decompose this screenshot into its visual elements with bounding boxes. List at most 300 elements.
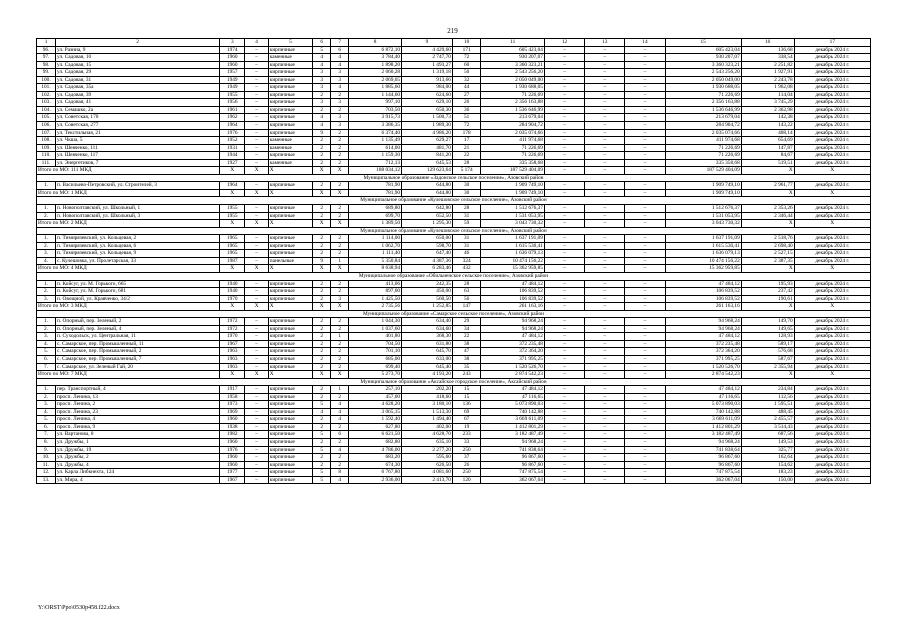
municipality-section-row: [37, 227, 871, 235]
table-cell: кирпичные: [268, 318, 312, 326]
table-cell: декабрь 2024 г.: [794, 144, 870, 152]
table-cell: –: [245, 438, 268, 446]
table-cell: –: [585, 431, 625, 439]
table-cell: декабрь 2024 г.: [794, 61, 870, 69]
table-cell: 72: [452, 122, 481, 130]
total-row: [37, 220, 871, 228]
table-cell: 3 745,29: [741, 99, 794, 107]
table-cell: п. Опорный, пер. Зеленый, 2: [56, 318, 220, 326]
table-cell: –: [245, 280, 268, 288]
table-cell: 4: [313, 61, 331, 69]
table-cell: –: [625, 61, 665, 69]
table-cell: 94 968,24: [665, 318, 741, 326]
table-cell: 644,80: [402, 189, 453, 197]
table-cell: 2: [331, 182, 349, 190]
table-cell: 37: [452, 454, 481, 462]
table-cell: X: [313, 167, 331, 175]
table-cell: 96 867,60: [665, 461, 741, 469]
table-row: [37, 295, 871, 303]
table-cell: 5: [313, 46, 331, 54]
table-row: [37, 386, 871, 394]
table-cell: 740 142,88: [665, 408, 741, 416]
table-cell: ул. Дружбы, 4: [56, 461, 220, 469]
table-row: [37, 144, 871, 152]
table-cell: 2: [313, 416, 331, 424]
table-cell: 32: [452, 76, 481, 84]
table-cell: 335 358,68: [665, 159, 741, 167]
table-cell: 2: [313, 159, 331, 167]
table-cell: 2: [331, 250, 349, 258]
table-cell: X: [245, 220, 268, 228]
table-cell: –: [625, 318, 665, 326]
table-cell: –: [544, 84, 584, 92]
table-cell: 1.: [37, 318, 56, 326]
table-cell: кирпичные: [268, 250, 312, 258]
table-cell: 4: [313, 114, 331, 122]
table-cell: 26: [452, 99, 481, 107]
table-cell: кирпичные: [268, 476, 312, 484]
table-row: [37, 348, 871, 356]
table-cell: 2 362,98: [741, 106, 794, 114]
table-cell: 1970: [220, 295, 245, 303]
municipality-title: Муниципальное образование «Кулешовское сельское поселение», Азовский район: [37, 227, 871, 235]
table-cell: 2 356 163,88: [665, 99, 741, 107]
table-cell: 1960: [220, 438, 245, 446]
table-cell: –: [544, 408, 584, 416]
table-cell: 187 529 404,09: [481, 167, 545, 175]
table-cell: 2 543 256,20: [665, 69, 741, 77]
table-cell: ул. Садовая, 15: [56, 61, 220, 69]
table-cell: 47 484,12: [665, 386, 741, 394]
table-cell: 6.: [37, 355, 56, 363]
table-cell: 598,70: [402, 242, 453, 250]
table-cell: –: [585, 106, 625, 114]
table-cell: 100.: [37, 76, 56, 84]
table-cell: –: [585, 152, 625, 160]
table-cell: –: [585, 129, 625, 137]
table-cell: 2 050 049,00: [481, 76, 545, 84]
table-cell: 4: [313, 54, 331, 62]
table-cell: 105.: [37, 114, 56, 122]
table-cell: 1944: [220, 152, 245, 160]
table-cell: декабрь 2024 г.: [794, 257, 870, 265]
table-cell: 635,10: [402, 438, 453, 446]
table-cell: кирпичные: [268, 401, 312, 409]
table-cell: –: [625, 76, 665, 84]
table-cell: 2.: [37, 212, 56, 220]
table-cell: –: [625, 144, 665, 152]
table-row: [37, 152, 871, 160]
table-cell: 2: [313, 423, 331, 431]
table-row: [37, 242, 871, 250]
table-cell: –: [585, 280, 625, 288]
table-cell: п. Овощной, ул. Кравченко, 34/2: [56, 295, 220, 303]
table-cell: 7.: [37, 363, 56, 371]
table-cell: –: [544, 129, 584, 137]
table-cell: X: [220, 189, 245, 197]
table-cell: –: [544, 280, 584, 288]
table-cell: –: [544, 371, 584, 379]
table-cell: 1 637 191,09: [665, 235, 741, 243]
table-cell: 650,00: [402, 235, 453, 243]
table-cell: 644,80: [402, 182, 453, 190]
table-cell: X: [220, 167, 245, 175]
table-cell: –: [585, 54, 625, 62]
table-cell: 143,22: [741, 122, 794, 130]
table-cell: 38: [452, 355, 481, 363]
table-cell: –: [585, 446, 625, 454]
table-cell: 102.: [37, 91, 56, 99]
table-cell: 1967: [220, 340, 245, 348]
table-cell: 2: [331, 355, 349, 363]
table-cell: 257,10: [349, 386, 402, 394]
table-cell: 2 455,57: [741, 416, 794, 424]
table-cell: –: [625, 295, 665, 303]
total-row: [37, 189, 871, 197]
table-cell: 2: [331, 159, 349, 167]
table-cell: 2: [313, 106, 331, 114]
table-cell: 9: [313, 129, 331, 137]
table-cell: 1 159,30: [349, 152, 402, 160]
table-cell: –: [625, 69, 665, 77]
table-row: [37, 114, 871, 122]
table-cell: 1 909 749,10: [665, 182, 741, 190]
table-cell: 106 839,52: [665, 288, 741, 296]
table-cell: 1 962,08: [741, 84, 794, 92]
table-cell: 69: [452, 408, 481, 416]
table-cell: X: [268, 303, 312, 311]
table-cell: –: [245, 363, 268, 371]
table-cell: п. Новополтавский, ул. Школьный, 1: [56, 205, 220, 213]
table-cell: 519,51: [741, 159, 794, 167]
table-cell: декабрь 2024 г.: [794, 431, 870, 439]
table-cell: –: [625, 446, 665, 454]
table-cell: –: [544, 423, 584, 431]
table-cell: 2: [313, 461, 331, 469]
table-cell: 136,68: [741, 46, 794, 54]
table-cell: 30: [452, 182, 481, 190]
table-cell: ул. Карла Либкнехта, 124: [56, 469, 220, 477]
table-cell: декабрь 2024 г.: [794, 348, 870, 356]
table-cell: –: [544, 416, 584, 424]
table-cell: 1965: [220, 250, 245, 258]
table-cell: 2 251,82: [741, 61, 794, 69]
table-cell: –: [544, 340, 584, 348]
table-cell: X: [220, 265, 245, 273]
table-cell: 1.: [37, 280, 56, 288]
table-cell: 2: [331, 205, 349, 213]
table-cell: 4 628,20: [349, 401, 402, 409]
table-row: [37, 91, 871, 99]
table-cell: пер. Транспортный, 4: [56, 386, 220, 394]
table-cell: 1 531 053,95: [665, 212, 741, 220]
table-cell: 1965: [220, 235, 245, 243]
table-row: [37, 438, 871, 446]
table-cell: –: [625, 84, 665, 92]
table-cell: 3: [331, 122, 349, 130]
table-cell: 631,80: [402, 340, 453, 348]
table-cell: п. Койсуг, ул. М. Горького, 665: [56, 280, 220, 288]
table-cell: 913,66: [402, 76, 453, 84]
municipality-title: Муниципальное образование «Обильненское сельское поселение», Азовский район: [37, 272, 871, 280]
table-row: [37, 461, 871, 469]
table-cell: –: [544, 363, 584, 371]
table-cell: 6: [331, 431, 349, 439]
table-cell: 213 679,04: [665, 114, 741, 122]
table-cell: X: [245, 189, 268, 197]
table-cell: кирпичные: [268, 205, 312, 213]
table-cell: 2: [331, 129, 349, 137]
table-cell: 5.: [37, 348, 56, 356]
table-cell: –: [544, 205, 584, 213]
table-cell: 3.: [37, 250, 56, 258]
table-cell: 11.: [37, 461, 56, 469]
table-cell: X: [313, 371, 331, 379]
table-cell: X: [313, 265, 331, 273]
table-cell: 650,30: [402, 106, 453, 114]
table-cell: –: [585, 189, 625, 197]
table-cell: 1 114,00: [349, 235, 402, 243]
table-cell: X: [331, 303, 349, 311]
table-cell: –: [625, 348, 665, 356]
table-cell: 1 493,27: [402, 61, 453, 69]
table-cell: 3 180,10: [402, 401, 453, 409]
table-cell: 841,20: [402, 152, 453, 160]
table-cell: 31: [452, 212, 481, 220]
table-cell: 71 226,69: [481, 144, 545, 152]
table-cell: –: [245, 69, 268, 77]
table-cell: 560,50: [402, 295, 453, 303]
column-number-cell: 11: [481, 39, 545, 47]
table-cell: –: [544, 288, 584, 296]
column-number-cell: 4: [245, 39, 268, 47]
municipality-title: Муниципальное образование «Аксайское городское поселение», Аксайский район: [37, 378, 871, 386]
table-row: [37, 182, 871, 190]
table-cell: 325,77: [741, 446, 794, 454]
table-cell: 1 930 688,05: [665, 84, 741, 92]
table-cell: –: [544, 446, 584, 454]
table-cell: 1: [331, 257, 349, 265]
table-cell: –: [585, 137, 625, 145]
table-cell: 781,90: [349, 182, 402, 190]
table-cell: –: [544, 137, 584, 145]
table-cell: –: [625, 205, 665, 213]
table-cell: X: [313, 220, 331, 228]
table-cell: 1 930 688,05: [481, 84, 545, 92]
table-cell: –: [544, 257, 584, 265]
table-cell: –: [585, 61, 625, 69]
table-cell: –: [625, 408, 665, 416]
table-cell: –: [585, 355, 625, 363]
table-cell: 94 968,24: [481, 325, 545, 333]
table-cell: кирпичные: [268, 106, 312, 114]
table-cell: с. Самарское, пер. Промышленный, 11: [56, 340, 220, 348]
table-cell: декабрь 2024 г.: [794, 182, 870, 190]
table-cell: 13.: [37, 476, 56, 484]
table-cell: –: [245, 408, 268, 416]
table-row: [37, 257, 871, 265]
table-cell: 47 484,12: [665, 280, 741, 288]
table-cell: 4: [331, 408, 349, 416]
table-cell: –: [625, 235, 665, 243]
table-cell: –: [544, 325, 584, 333]
table-cell: –: [245, 152, 268, 160]
table-cell: –: [245, 61, 268, 69]
table-row: [37, 363, 871, 371]
table-cell: 110.: [37, 152, 56, 160]
table-cell: 1970: [220, 333, 245, 341]
table-cell: 1 111,40: [349, 250, 402, 258]
table-cell: –: [625, 438, 665, 446]
table-cell: –: [544, 144, 584, 152]
register-table: [36, 38, 871, 484]
table-row: [37, 423, 871, 431]
table-cell: 19: [452, 423, 481, 431]
table-cell: 2 356 163,88: [481, 99, 545, 107]
table-cell: –: [585, 295, 625, 303]
table-cell: 930 207,07: [665, 54, 741, 62]
table-cell: 1972: [220, 325, 245, 333]
table-cell: 38: [452, 340, 481, 348]
table-cell: кирпичные: [268, 288, 312, 296]
table-cell: 2 243,78: [741, 76, 794, 84]
table-cell: 1 513,30: [402, 408, 453, 416]
table-cell: 47 484,12: [481, 280, 545, 288]
table-cell: декабрь 2024 г.: [794, 386, 870, 394]
table-cell: –: [625, 250, 665, 258]
table-cell: 5: [313, 401, 331, 409]
table-cell: 2: [313, 295, 331, 303]
table-cell: –: [585, 438, 625, 446]
table-cell: 2: [313, 205, 331, 213]
table-cell: 481,70: [402, 144, 453, 152]
table-cell: –: [625, 371, 665, 379]
table-cell: 4: [313, 122, 331, 130]
table-cell: –: [544, 106, 584, 114]
table-cell: 642,80: [402, 205, 453, 213]
table-cell: –: [245, 99, 268, 107]
table-cell: 136: [452, 401, 481, 409]
table-cell: 1.: [37, 205, 56, 213]
table-cell: –: [245, 205, 268, 213]
table-cell: 35: [452, 363, 481, 371]
table-cell: 457,00: [349, 393, 402, 401]
table-cell: кирпичные: [268, 423, 312, 431]
table-cell: 5 073 890,03: [665, 401, 741, 409]
table-cell: –: [625, 265, 665, 273]
table-cell: 488,45: [741, 408, 794, 416]
table-cell: декабрь 2024 г.: [794, 235, 870, 243]
table-cell: 589,17: [741, 340, 794, 348]
table-cell: 2 874 542,23: [481, 371, 545, 379]
table-cell: 704,50: [349, 340, 402, 348]
table-cell: 2: [331, 318, 349, 326]
table-cell: 47 484,12: [665, 333, 741, 341]
table-cell: X: [331, 189, 349, 197]
table-cell: декабрь 2024 г.: [794, 54, 870, 62]
table-cell: ул. Вартанова, 8: [56, 431, 220, 439]
table-cell: 187 529 404,09: [665, 167, 741, 175]
table-cell: –: [245, 446, 268, 454]
table-cell: 740 142,88: [481, 408, 545, 416]
table-cell: 626,50: [402, 461, 453, 469]
table-cell: –: [585, 423, 625, 431]
table-cell: –: [245, 129, 268, 137]
table-cell: декабрь 2024 г.: [794, 454, 870, 462]
table-cell: 5 273,70: [349, 371, 402, 379]
table-cell: 1965: [220, 242, 245, 250]
table-cell: 242,35: [402, 280, 453, 288]
table-cell: 2: [331, 212, 349, 220]
table-cell: 633,00: [402, 355, 453, 363]
table-cell: 71 226,69: [481, 152, 545, 160]
table-cell: с. Самарское, ул. Зеленый Гай, 20: [56, 363, 220, 371]
table-cell: –: [245, 461, 268, 469]
table-cell: X: [313, 189, 331, 197]
table-cell: –: [544, 265, 584, 273]
table-cell: –: [544, 152, 584, 160]
table-cell: –: [585, 46, 625, 54]
table-cell: 1969: [220, 408, 245, 416]
table-cell: 781,90: [349, 189, 402, 197]
table-cell: –: [585, 265, 625, 273]
table-cell: –: [585, 167, 625, 175]
table-cell: 2 747,70: [402, 54, 453, 62]
table-cell: 8.: [37, 438, 56, 446]
table-cell: 4: [331, 54, 349, 62]
table-cell: 243: [452, 371, 481, 379]
table-cell: 28: [452, 205, 481, 213]
table-cell: 402,00: [402, 423, 453, 431]
table-cell: 1973: [220, 401, 245, 409]
table-cell: 2 069,05: [349, 76, 402, 84]
table-cell: 150,00: [741, 476, 794, 484]
table-cell: 2: [331, 235, 349, 243]
table-cell: 29: [452, 318, 481, 326]
table-cell: 432: [452, 265, 481, 273]
table-cell: 634,40: [402, 318, 453, 326]
table-cell: декабрь 2024 г.: [794, 69, 870, 77]
table-cell: декабрь 2024 г.: [794, 84, 870, 92]
table-cell: 1 531 053,95: [481, 212, 545, 220]
table-cell: 1 909 749,10: [481, 189, 545, 197]
table-cell: 1949: [220, 76, 245, 84]
table-cell: 372 235,48: [481, 340, 545, 348]
table-cell: 3: [331, 295, 349, 303]
table-cell: –: [625, 461, 665, 469]
table-cell: 15 362 959,85: [481, 265, 545, 273]
table-cell: –: [625, 122, 665, 130]
table-cell: 371 995,25: [481, 355, 545, 363]
table-cell: 128,93: [741, 333, 794, 341]
column-number-cell: 16: [741, 39, 794, 47]
table-cell: –: [544, 189, 584, 197]
table-cell: 149,53: [741, 438, 794, 446]
table-cell: –: [625, 325, 665, 333]
table-cell: –: [544, 454, 584, 462]
table-cell: 3 386,35: [349, 122, 402, 130]
table-cell: 28: [452, 159, 481, 167]
table-cell: 682,80: [349, 438, 402, 446]
table-row: [37, 393, 871, 401]
table-cell: 103.: [37, 99, 56, 107]
table-cell: ул. Мира, 4: [56, 476, 220, 484]
column-number-cell: 7: [331, 39, 349, 47]
table-cell: 1 636 079,13: [665, 250, 741, 258]
table-cell: 3: [331, 99, 349, 107]
table-cell: –: [544, 114, 584, 122]
table-cell: 26: [452, 461, 481, 469]
